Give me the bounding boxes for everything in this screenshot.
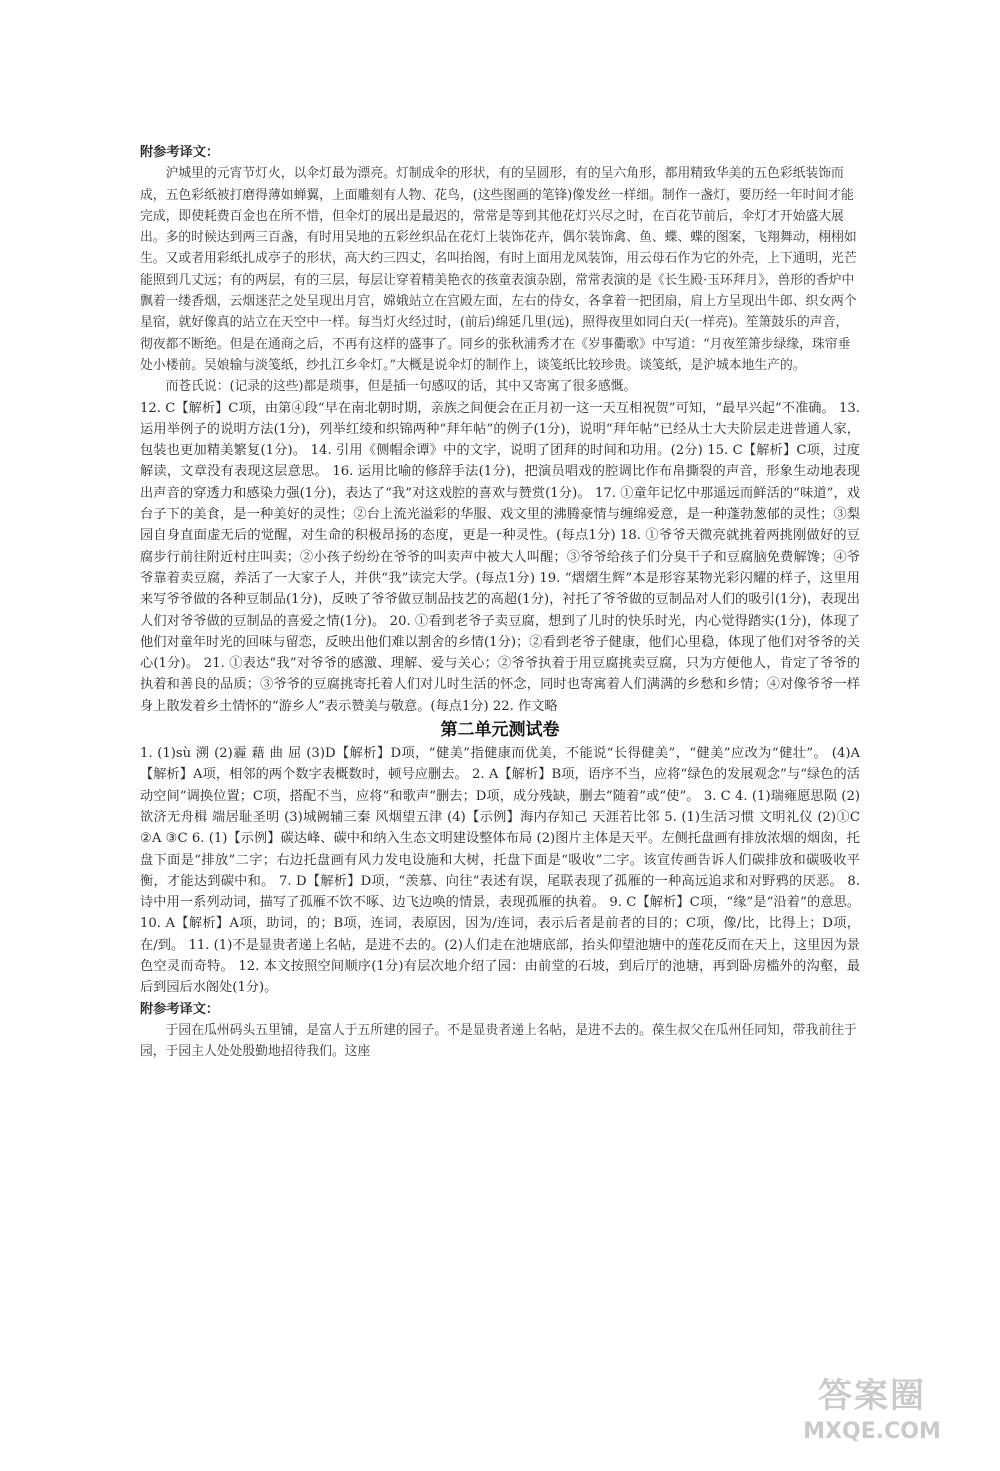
answer-key-unit1: 12. C【解析】C项，由第④段“早在南北朝时期，亲族之间便会在正月初一这一天互相祝贺”可知，“最早兴起”不准确。 13. 运用举例子的说明方法(1分)，列举红绫和织锦两种“拜年帖”的例子(1分)，说明“拜年帖”已经从士大夫阶层走进普通人家，包装也更加精美繁复(1分)。 14. 引用《侧帽余谭》中的文字，说明了团拜的时间和功用。(2分) 15. C【解析】C项，过度解读，文章没有表现这层意思。 16. 运用比喻的修辞手法(1分)，把演员唱戏的腔调比作布帛撕裂的声音，形象生动地表现出声音的穿透力和感染力强(1分)，表达了“我”对这戏腔的喜欢与赞赏(1分)。 17. ①童年记忆中那遥远而鲜活的“味道”，戏台子下的美食，是一种美好的灵性；②台上流光溢彩的华服、戏文里的沸腾豪情与缠绵爱意，是一种蓬勃葱郁的灵性；③梨园自身直面虚无后的觉醒，对生命的积极昂扬的态度，更是一种灵性。(每点1分) 18. ①爷爷天微亮就挑着两挑刚做好的豆腐步行前往附近村庄叫卖；②小孩子纷纷在爷爷的叫卖声中被大人叫醒；③爷爷给孩子们分臭干子和豆腐脑免费解馋；④爷爷靠着卖豆腐，养活了一大家子人，并供“我”读完大学。(每点1分) 19. “熠熠生辉”本是形容某物光彩闪耀的样子，这里用来写爷爷做的各种豆制品(1分)，反映了爷爷做豆制品技艺的高超(1分)，衬托了爷爷做的豆制品对人们的吸引(1分)，表现出人们对爷爷做的豆制品的喜爱之情(1分)。 20. ①看到老爷子卖豆腐，想到了儿时的快乐时光，内心觉得踏实(1分)，体现了他们对童年时光的回味与留恋，反映出他们难以割舍的乡情(1分)；②看到老爷子健康，他们心里稳，体现了他们对爷爷的关心(1分)。 21. ①表达“我”对爷爷的感激、理解、爱与关心；②爷爷执着于用豆腐挑卖豆腐，只为方便他人，肯定了爷爷的执着和善良的品质；③爷爷的豆腐挑寄托着人们对儿时生活的怀念，同时也寄寓着人们满满的乡愁和乡情；④对像爷爷一样身上散发着乡土情怀的“游乡人”表示赞美与敬意。(每点1分) 22. 作文略 [140, 400, 860, 714]
translation-heading-2: 附参考译文： [140, 1001, 220, 1017]
unit-title: 第二单元测试卷 [440, 720, 560, 741]
translation-paragraph: 于园在瓜州码头五里铺，是富人于五所建的园子。不是显贵者递上名帖，是进不去的。葆生叔父在瓜州任同知，带我前往于园，于园主人处处殷勤地招待我们。这座 [140, 1022, 857, 1060]
translation-paragraph: 沪城里的元宵节灯火，以伞灯最为漂亮。灯制成伞的形状，有的呈圆形，有的呈六角形，都用精致华美的五色彩纸装饰而成，五色彩纸被打磨得薄如蝉翼，上面雕刻有人物、花鸟，(这些图画的笔锋)像发丝一样细。制作一盏灯，要历经一年时间才能完成，即使耗费百金也在所不惜，但伞灯的展出是最迟的，常常是等到其他花灯兴尽之时，在百花节前后，伞灯才开始盛大展出。多的时候达到两三百盏，有时用吴地的五彩丝织品在花灯上装饰花卉，偶尔装饰禽、鱼、蝶、蝶的图案，飞翔舞动，栩栩如生。又或者用彩纸扎成亭子的形状，高大约三四丈，名叫抬阁，有时上面用龙凤装饰，用云母石作为它的外壳，上下通明，光芒能照到几丈远；有的两层，有的三层，每层让穿着精美艳衣的孩童表演杂剧，常常表演的是《长生殿·玉环拜月》，兽形的香炉中飘着一缕香烟，云烟迷茫之处呈现出月宫，嫦娥站立在宫殿左面，左右的侍女，各拿着一把团扇，肩上方呈现出牛郎、织女两个星宿，就好像真的站立在天空中一样。每当灯火经过时，(前后)绵延几里(远)，照得夜里如同白天(一样亮)。笙箫鼓乐的声音，彻夜都不断绝。但是在通商之后，不再有这样的盛事了。同乡的张秋浦秀才在《岁事衢歌》中写道：“月夜笙箫步绿缘，珠帘垂处小楼前。吴娘输与淡笺纸，纱扎江乡伞灯。”大概是说伞灯的制作上，谈笺纸比较珍贵。谈笺纸，是沪城本地生产的。 [140, 166, 857, 373]
reference-translation [140, 163, 860, 397]
site-watermark [782, 1373, 962, 1453]
watermark-url: MXQE.COM [803, 1419, 941, 1444]
page-content [140, 142, 860, 1062]
reference-translation-2 [140, 1020, 860, 1063]
translation-heading: 附参考译文： [140, 145, 220, 160]
watermark-logo: 答案圈 [818, 1376, 926, 1416]
translation-paragraph: 而苍氏说：(记录的这些)都是琐事，但是插一句感叹的话，其中又寄寓了很多感慨。 [165, 379, 637, 395]
answer-key-unit2: 1. (1)sù 溯 (2)霾 藉 曲 屈 (3)D【解析】D项，“健美”指健康而优美，不能说“长得健美”，“健美”应改为“健壮”。 (4)A【解析】A项，相邻的两个数字表概数时，顿号应删去。 2. A【解析】B项，语序不当，应将“绿色的发展观念”与“绿色的活动空间”调换位置；C项，搭配不当，应将“和歌声”删去；D项，成分残缺，删去“随着”或“使”。 3. C 4. (1)瑞雍愿思陨 (2)欲济无舟楫 端居耻圣明 (3)城阙辅三秦 风烟望五津 (4)【示例】海内存知己 天涯若比邻 5. (1)生活习惯 文明礼仪 (2)①C ②A ③C 6. (1)【示例】碳达峰、碳中和纳入生态文明建设整体布局 (2)图片主体是天平。左侧托盘画有排放浓烟的烟囱，托盘下面是“排放”二字；右边托盘画有风力发电设施和大树，托盘下面是“吸收”二字。该宣传画告诉人们碳排放和碳吸收平衡，才能达到碳中和。 7. D【解析】D项，“羡慕、向往”表述有误，尾联表现了孤雁的一种高远追求和对野鸦的厌恶。 8. 诗中用一系列动词，描写了孤雁不饮不啄、边飞边唤的情景，表现孤雁的执着。 9. C【解析】C项，“缘”是“沿着”的意思。 10. A【解析】A项，助词，的；B项，连词，表原因，因为/连词，表示后者是前者的目的；C项，像/比，比得上；D项，在/到。 11. (1)不是显贵者递上名帖，是进不去的。(2)人们走在池塘底部，抬头仰望池塘中的莲花反而在天上，这里因为景色空灵而奇特。 12. 本文按照空间顺序(1分)有层次地介绍了园：由前堂的石坡，到后厅的池塘，再到卧房槛外的沟壑，最后到园后水阁处(1分)。 [140, 746, 860, 996]
